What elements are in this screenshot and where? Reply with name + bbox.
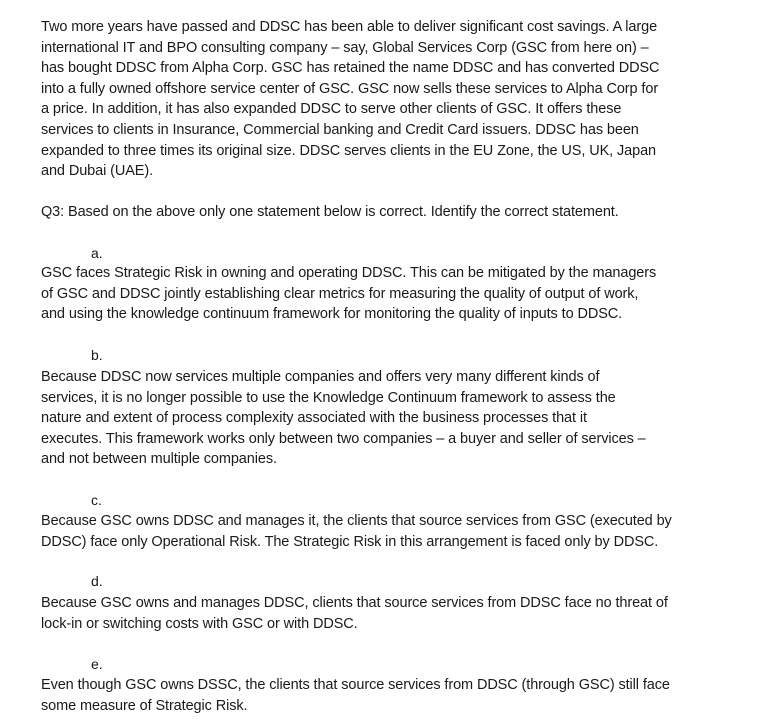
option-line: Because DDSC now services multiple companies and offers very many different kinds of (41, 369, 600, 385)
option-line: of GSC and DDSC jointly establishing clear metrics for measuring the quality of output of work, (41, 285, 639, 302)
option-line: Because GSC owns and manages DDSC, clients that source services from DDSC face no threat of (41, 595, 668, 611)
option-line: Because GSC owns DDSC and manages it, the clients that source services from GSC (executed by (41, 513, 672, 529)
option-e-text (41, 675, 721, 716)
option-line: services, it is no longer possible to use the Knowledge Continuum framework to assess the (41, 389, 616, 406)
option-b-label: b. (91, 347, 103, 363)
option-d-label: d. (91, 573, 103, 589)
intro-line: Two more years have passed and DDSC has been able to deliver significant cost savings. A large (41, 19, 658, 35)
option-a-text (41, 263, 721, 325)
question-text: Q3: Based on the above only one statement below is correct. Identify the correct statement. (41, 204, 619, 220)
option-line: nature and extent of process complexity associated with the business processes that it (41, 410, 587, 427)
intro-line: international IT and BPO consulting company – say, Global Services Corp (GSC from here on) – (41, 39, 649, 56)
intro-line: into a fully owned offshore service center of GSC. GSC now sells these services to Alpha Corp for (41, 80, 659, 97)
option-line: DDSC) face only Operational Risk. The Strategic Risk in this arrangement is faced only by DDSC. (41, 533, 659, 550)
option-e-label: e. (91, 656, 103, 672)
option-c-text (41, 511, 721, 552)
option-line: GSC faces Strategic Risk in owning and operating DDSC. This can be mitigated by the managers (41, 265, 657, 281)
option-line: and using the knowledge continuum framework for monitoring the quality of inputs to DDSC. (41, 306, 623, 323)
option-c-label: c. (91, 492, 102, 508)
intro-line: services to clients in Insurance, Commercial banking and Credit Card issuers. DDSC has been (41, 121, 639, 138)
option-line: lock-in or switching costs with GSC or with DDSC. (41, 615, 358, 632)
option-b-text (41, 367, 721, 470)
option-d-text (41, 593, 721, 634)
option-line: and not between multiple companies. (41, 451, 277, 468)
option-a-label: a. (91, 245, 103, 261)
case-intro-paragraph (41, 17, 721, 182)
option-line: Even though GSC owns DSSC, the clients that source services from DDSC (through GSC) still face (41, 677, 670, 693)
intro-line: a price. In addition, it has also expanded DDSC to serve other clients of GSC. It offers these (41, 101, 622, 118)
option-line: some measure of Strategic Risk. (41, 697, 248, 714)
intro-line: and Dubai (UAE). (41, 163, 154, 180)
intro-line: has bought DDSC from Alpha Corp. GSC has retained the name DDSC and has converted DDSC (41, 60, 660, 77)
option-line: executes. This framework works only between two companies – a buyer and seller of services – (41, 430, 646, 447)
intro-line: expanded to three times its original size. DDSC serves clients in the EU Zone, the US, UK, Japan (41, 142, 656, 159)
